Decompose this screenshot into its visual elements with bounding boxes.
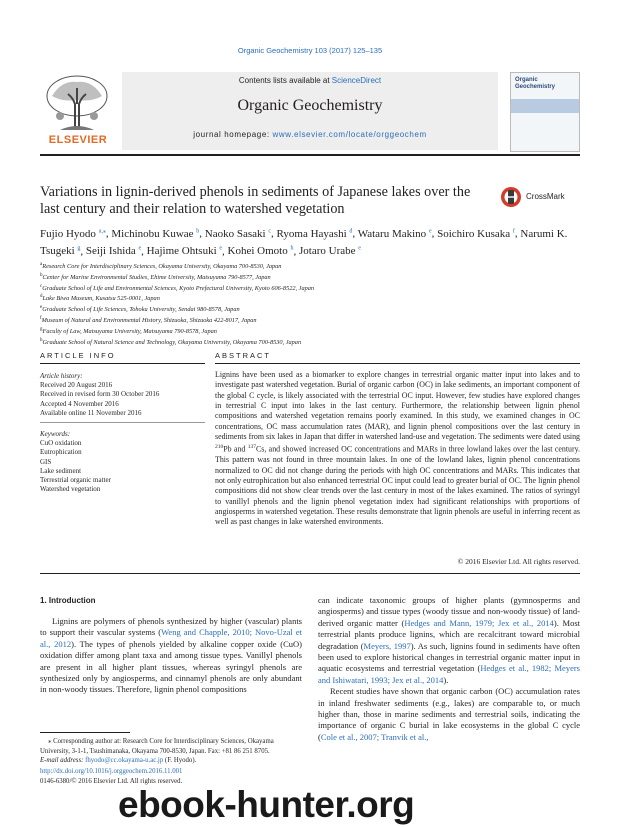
abstract-rule	[215, 363, 580, 364]
abstract-copyright: © 2016 Elsevier Ltd. All rights reserved.	[457, 557, 580, 566]
affiliation-item	[40, 337, 580, 348]
citation-link[interactable]: Hedges and Mann, 1979; Jex et al., 2014	[404, 617, 554, 628]
email-suffix: (F. Hyodo).	[163, 757, 197, 764]
keyword-item: Eutrophication	[40, 448, 82, 457]
affiliation-letter: f	[40, 315, 42, 321]
affiliation-item	[40, 326, 580, 337]
footnote-mark: ⁎	[48, 738, 52, 745]
corresponding-author-footnote	[40, 737, 302, 766]
introduction-right-column	[318, 595, 580, 743]
history-item: Accepted 4 November 2016	[40, 399, 119, 408]
body-text: ). Most terrestrial plants produce lignins, which are recalcitrant toward microbial degradation (	[318, 617, 580, 651]
keyword-item: CuO oxidation	[40, 439, 82, 448]
abstract-heading: ABSTRACT	[215, 351, 272, 360]
introduction-left-column	[40, 616, 302, 696]
author[interactable]	[111, 228, 199, 240]
author[interactable]	[437, 228, 515, 240]
journal-reference[interactable]: Organic Geochemistry 103 (2017) 125–135	[237, 46, 383, 55]
author-affiliation-marker[interactable]: e	[428, 228, 432, 234]
author-name: Soichiro Kusaka	[437, 227, 511, 240]
author-name: Narumi K. Tsugeki	[40, 227, 568, 258]
author[interactable]	[299, 245, 361, 257]
keywords-label: Keywords:	[40, 430, 71, 438]
paragraph	[318, 595, 580, 686]
masthead-divider	[40, 154, 580, 156]
article-info-heading: ARTICLE INFO	[40, 351, 116, 360]
author-name: Ryoma Hayashi	[276, 227, 347, 240]
homepage-line	[122, 130, 498, 139]
affiliation-letter: b	[40, 272, 43, 278]
affiliation-letter: a	[40, 262, 43, 267]
affiliation-item	[40, 293, 580, 304]
contents-prefix: Contents lists available at	[238, 76, 332, 85]
abstract-text-part: Pb and	[223, 445, 248, 455]
keyword-item: Terrestrial organic matter	[40, 476, 111, 485]
body-text: Lignins are polymers of phenols synthesized by higher (vascular) plants to support their vascular systems (	[40, 616, 302, 638]
author-list: Fujio Hyodo $^{a,⁎}$, Michinobu Kuwae $^b$, Naoko Sasaki $^c$, Ryoma Hayashi $^d$, Wataru Makino $^e$, Soichiro Kusaka $^f$, Narumi K. Tsugeki $^g$, Seiji Ishida $^e$, Hajime Ohtsuki $^e$, Kohei Omoto $^h$, Jotaro Urabe $^e$	[40, 227, 568, 258]
affiliation-text: Lake Biwa Museum, Kusatsu 525-0001, Japan	[42, 295, 160, 303]
author[interactable]	[86, 245, 141, 257]
author-affiliation-marker[interactable]: a,⁎	[98, 228, 106, 234]
citation-link[interactable]: Cole et al., 2007; Tranvik et al.,	[320, 731, 429, 742]
author-name: Wataru Makino	[357, 227, 427, 240]
journal-cover-thumbnail[interactable]	[510, 72, 580, 152]
homepage-prefix: journal homepage:	[193, 130, 273, 139]
paragraph	[318, 686, 580, 743]
affiliation-item	[40, 272, 580, 283]
abstract-text-part: Cs, and showed increased OC concentrations and MARs in three lowland lakes over the last century. This pattern was not found in three mountain lakes. In one of the lowland lakes, lignin phenol concentrations normalized to OC did not change during the periods with high OC concentrations and MARs. This indicates that not only eutrophication but also enhanced terrestrial OC input could lead to greater burial of OC. The lignin phenol compositions did not show clear trends over the last century in most of the lakes examined. The ratios of syringyl to vanillyl phenols and the lignin phenol vegetation index had significant relationships with proportions of angiosperms in watershed vegetation. These results demonstrate that lignin phenols are useful in inferring recent as well as past changes in lake watershed environments.	[215, 445, 580, 527]
affiliation-text: Graduate School of Life Sciences, Tohoku University, Sendai 980-8578, Japan	[42, 306, 240, 314]
keyword-item: GIS	[40, 457, 52, 466]
author-affiliation-marker[interactable]: e	[138, 245, 142, 252]
watermark: ebook-hunter.org	[118, 784, 415, 825]
affiliation-letter: h	[40, 337, 43, 343]
crossmark-badge[interactable]	[500, 186, 580, 210]
history-item: Received 20 August 2016	[40, 381, 113, 390]
body-text: ). As such, lignins found in sediments have often been used to explore historical changes in terrestrial organic matter input in aquatic ecosystems and terrestrial vegetation (	[318, 640, 580, 674]
citation-link[interactable]: Weng and Chapple, 2010; Novo-Uzal et al., 2012	[40, 627, 302, 649]
contents-line	[122, 76, 498, 85]
author[interactable]	[277, 228, 353, 240]
citation-link[interactable]: Hedges et al., 1982; Meyers and Ishiwatari, 1993; Jex et al., 2014	[318, 663, 580, 685]
body-text: can indicate taxonomic groups of higher plants (gymnosperms and angiosperms) and tissue types (woody tissue and non-woody tissue) of land-derived organic matter (	[318, 595, 580, 628]
isotope-mass: 210	[215, 444, 224, 451]
affiliation-letter: g	[40, 326, 43, 332]
affiliations	[40, 261, 580, 347]
body-text: ). The types of phenols yielded by alkaline copper oxide (CuO) oxidation differ among plant taxa and among tissue types. Vanillyl phenols are present in all higher plant tissues, whereas syringyl phenols are synthesized only by angiosperms, and cinnamyl phenols are only abundant in non-woody tissues. Therefore, lignin phenol compositions	[40, 638, 302, 695]
affiliation-text: Museum of Natural and Environmental History, Shizuoka, Shizuoka 422-8017, Japan	[41, 317, 257, 325]
crossmark-icon	[500, 186, 522, 208]
author-affiliation-marker[interactable]: e	[358, 245, 361, 252]
affiliation-text: Research Core for Interdisciplinary Sciences, Okayama University, Okayama 700-8530, Japan	[42, 263, 282, 271]
keywords	[40, 430, 205, 494]
affiliation-letter: e	[40, 305, 43, 311]
author-affiliation-marker[interactable]: d	[349, 228, 353, 234]
issn-line: 0146-6380/© 2016 Elsevier Ltd. All rights reserved.	[40, 778, 183, 785]
affiliation-letter: c	[40, 283, 43, 289]
affiliation-item	[40, 283, 580, 294]
history-divider	[40, 422, 205, 423]
article-info-rule	[40, 363, 205, 364]
journal-title[interactable]: Organic Geochemistry	[237, 97, 383, 114]
affiliation-text: Faculty of Law, Matsuyama University, Matsuyama 790-8578, Japan	[42, 327, 217, 335]
cover-band	[511, 99, 579, 113]
crossmark-label: CrossMark	[526, 192, 565, 201]
author-name: Michinobu Kuwae	[111, 227, 194, 240]
author-affiliation-marker[interactable]: b	[196, 228, 200, 234]
author-name: Kohei Omoto	[227, 245, 288, 258]
isotope-mass: 137	[247, 444, 256, 451]
author-name: Seiji Ishida	[85, 245, 136, 258]
abstract-end-rule	[40, 573, 580, 574]
author[interactable]	[205, 228, 271, 240]
email-link[interactable]: fhyodo@cc.okayama-u.ac.jp	[85, 757, 164, 764]
affiliation-item	[40, 315, 580, 326]
author-affiliation-marker[interactable]: c	[268, 228, 272, 234]
affiliation-item	[40, 261, 580, 272]
email-label: E-mail address:	[40, 757, 86, 764]
cover-title: Organic Geochemistry	[515, 77, 556, 90]
body-text: Recent studies have shown that organic carbon (OC) accumulation rates in inland freshwater sediments (e.g., lakes) are comparable to, or much higher than, those in marine sediments and terrestrial soils, indicating the importance of organic C burial in lake ecosystems in the global C cycle (	[318, 686, 580, 742]
author-affiliation-marker[interactable]: e	[219, 245, 223, 252]
footnote-rule	[40, 732, 130, 733]
journal-masthead	[40, 72, 580, 150]
affiliation-text: Graduate School of Life and Environmental Sciences, Kyoto Prefectural University, Kyoto 606-8522, Japan	[42, 284, 315, 292]
keyword-item: Lake sediment	[40, 466, 82, 475]
homepage-link[interactable]: www.elsevier.com/locate/orggeochem	[272, 130, 427, 139]
introduction-heading: 1. Introduction	[40, 596, 96, 605]
history-item: Received in revised form 30 October 2016	[40, 390, 160, 399]
author-affiliation-marker[interactable]: h	[290, 245, 294, 252]
history-item: Available online 11 November 2016	[40, 408, 142, 417]
doi-link[interactable]: http://dx.doi.org/10.1016/j.orggeochem.2016.11.001	[40, 768, 183, 775]
masthead-banner	[122, 72, 498, 150]
author-affiliation-marker[interactable]: g	[77, 245, 81, 252]
author-name: Hajime Ohtsuki	[146, 245, 217, 258]
footnote-text: Corresponding author at: Research Core for Interdisciplinary Sciences, Okayama University, 3-1-1, Tsushimanaka, Okayama 700-8530, Japan. Fax: +81 86 251 8705.	[40, 738, 274, 755]
affiliation-text: Graduate School of Natural Science and Technology, Okayama University, Okayama 700-8530, Japan	[42, 338, 302, 346]
history-label: Article history:	[40, 372, 83, 380]
article-title: Variations in lignin-derived phenols in sediments of Japanese lakes over the last century and their relation to watershed vegetation	[40, 184, 471, 217]
affiliation-text: Center for Marine Environmental Studies, Ehime University, Matsuyama 790-8577, Japan	[42, 273, 271, 281]
keyword-item: Watershed vegetation	[40, 485, 101, 494]
abstract-text-part: Lignins have been used as a biomarker to explore changes in terrestrial organic matter input into lakes and to investigate past watershed vegetation. Burial of organic carbon (OC) in lake sediments, an important component of the global C cycle, is likely associated with the terrestrial OC input. However, few studies have explored changes in terrestrial C input into lakes in the last century. Furthermore, the relationship between lignin phenol compositions and watershed vegetation remains poorly examined. In this study, we examined changes in OC concentrations, OC mass accumulation rates (MAR), and lignin phenol compositions over the last century in sediments from six lakes in Japan that differ in watershed land-use and vegetation. The sediments were dated using	[215, 370, 580, 442]
affiliation-item	[40, 304, 580, 315]
author[interactable]	[228, 245, 294, 257]
body-text: ).	[443, 674, 449, 685]
abstract-body	[215, 370, 580, 528]
author-name: Jotaro Urabe	[299, 245, 356, 258]
citation-link[interactable]: Meyers, 1997	[363, 640, 411, 651]
affiliation-letter: d	[40, 294, 43, 300]
author-name: Fujio Hyodo	[40, 227, 96, 240]
publisher-name: ELSEVIER	[48, 134, 108, 146]
author-affiliation-marker[interactable]: f	[512, 228, 515, 234]
author[interactable]	[147, 245, 222, 257]
article-history	[40, 372, 205, 418]
sciencedirect-link[interactable]: ScienceDirect	[331, 76, 382, 85]
author-name: Naoko Sasaki	[204, 227, 266, 240]
author[interactable]	[40, 228, 106, 240]
author[interactable]	[358, 228, 432, 240]
